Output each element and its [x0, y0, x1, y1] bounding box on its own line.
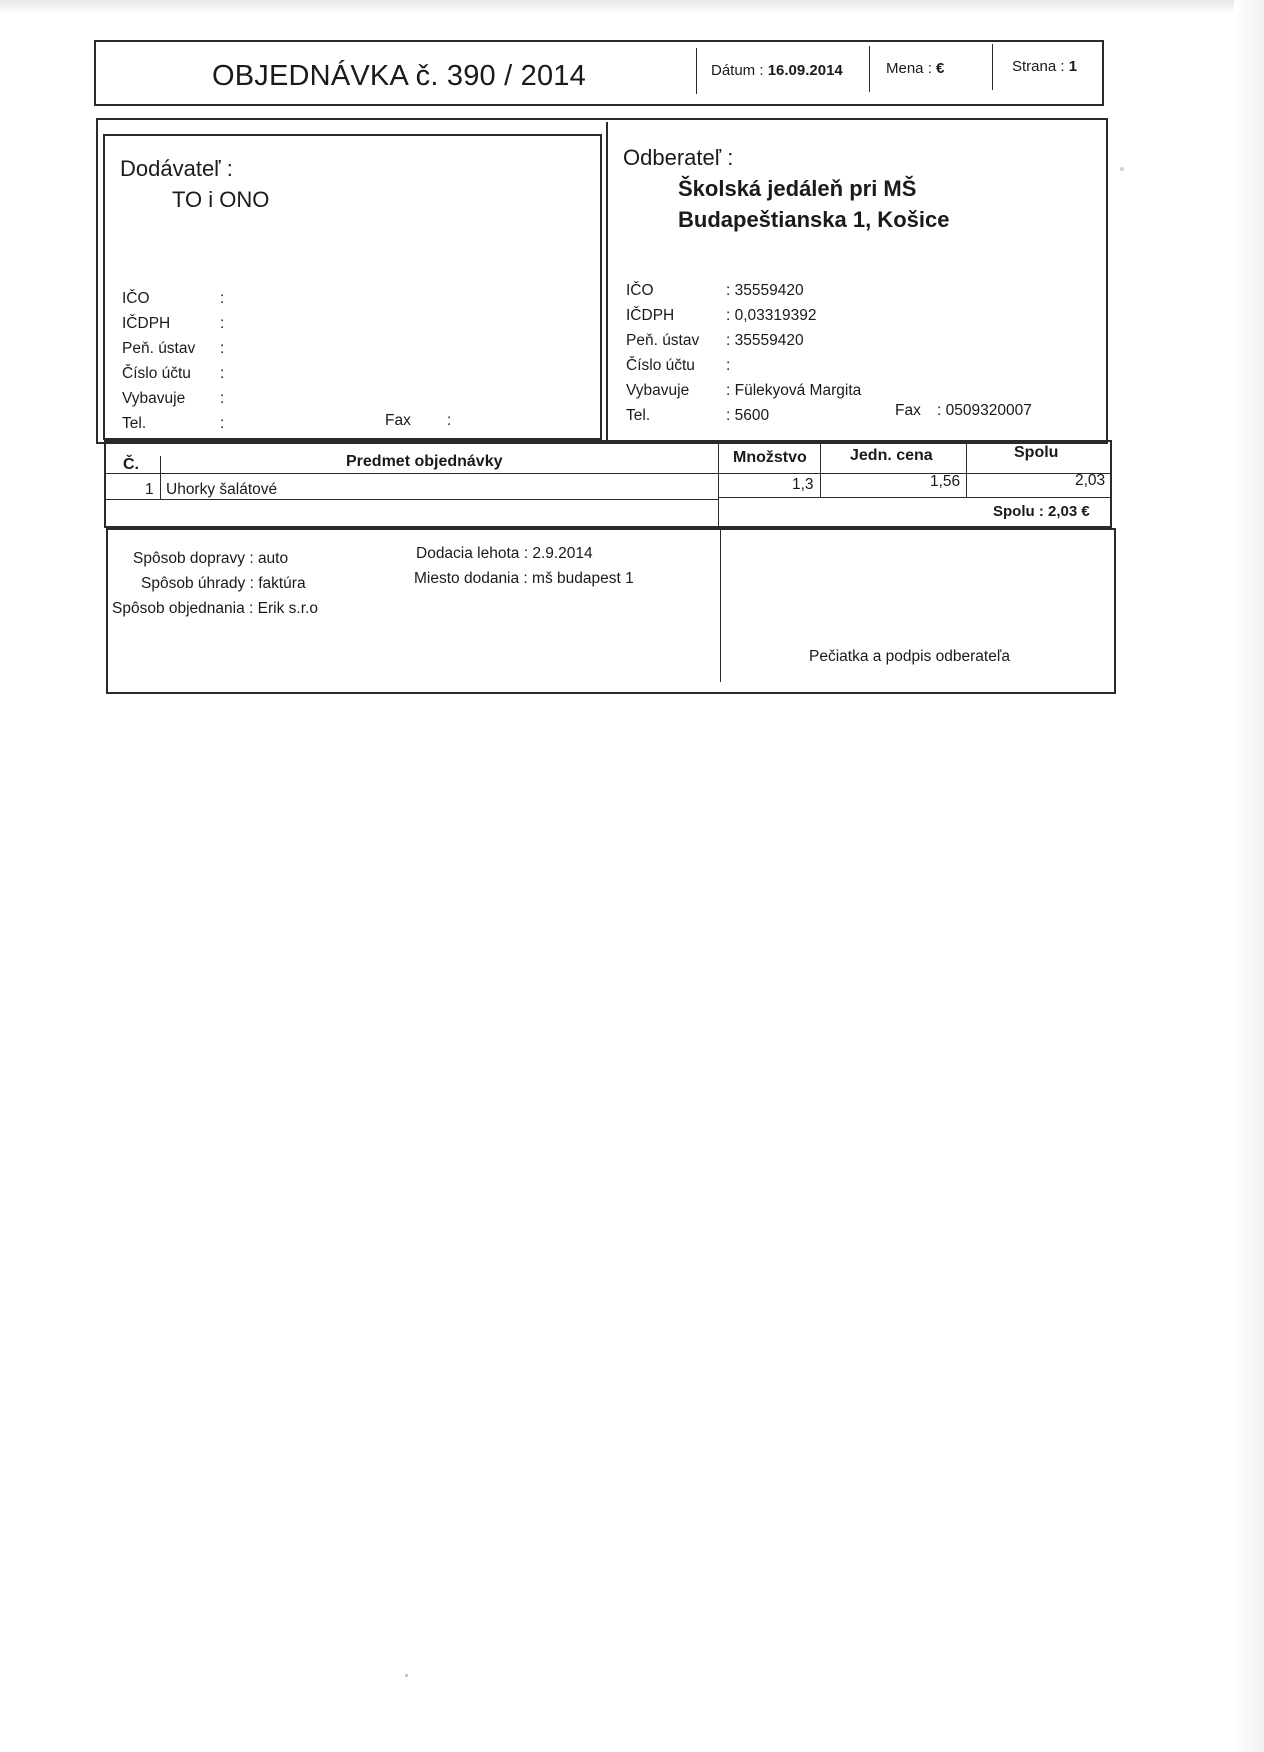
customer-name-line1: Školská jedáleň pri MŠ	[678, 176, 917, 201]
col-header-num: Č.	[123, 456, 139, 473]
supplier-field-bank: Peň. ústav :	[122, 340, 225, 357]
col-divider	[160, 456, 161, 499]
supplier-field-account: Číslo účtu :	[122, 365, 225, 382]
parties-divider	[606, 122, 608, 442]
order-currency	[886, 60, 944, 77]
customer-field-bank: Peň. ústav : 35559420	[626, 332, 804, 349]
col-header-unit-price: Jedn. cena	[850, 447, 933, 464]
scan-top-shadow	[0, 0, 1264, 14]
scan-speck	[1120, 167, 1124, 171]
date-value: 16.09.2014	[767, 62, 843, 79]
supplier-field-icdph: IČDPH :	[122, 315, 225, 332]
customer-field-ico: IČO : 35559420	[626, 282, 804, 299]
currency-label: Mena :	[886, 60, 932, 77]
supplier-name: TO i ONO	[172, 187, 270, 212]
header-divider	[992, 44, 993, 90]
customer-heading: Odberateľ :	[623, 145, 734, 170]
supplier-heading: Dodávateľ :	[120, 156, 233, 181]
page-value: 1	[1068, 58, 1078, 75]
scan-speck	[405, 1674, 408, 1677]
order-method: Spôsob objednania : Erik s.r.o	[112, 600, 318, 617]
header-divider	[696, 48, 697, 94]
payment-method: Spôsob úhrady : faktúra	[141, 575, 306, 592]
row-subject: Uhorky šalátové	[166, 481, 278, 498]
supplier-field-ico: IČO :	[122, 290, 225, 307]
delivery-place: Miesto dodania : mš budapest 1	[414, 570, 634, 587]
customer-field-tel: Tel. : 5600	[626, 407, 770, 424]
supplier-field-contact: Vybavuje :	[122, 390, 225, 407]
col-header-qty: Množstvo	[733, 449, 807, 466]
col-divider	[718, 442, 719, 528]
col-header-subject: Predmet objednávky	[346, 453, 503, 470]
delivery-deadline: Dodacia lehota : 2.9.2014	[416, 545, 593, 562]
grand-total: Spolu : 2,03 €	[993, 503, 1090, 520]
row-unit-price: 1,56	[930, 473, 961, 490]
table-row-rule	[106, 499, 718, 500]
header-divider	[869, 46, 870, 92]
customer-name-line2: Budapeštianska 1, Košice	[678, 207, 950, 232]
supplier-field-tel: Tel. :	[122, 415, 225, 432]
order-date	[711, 62, 843, 79]
footer-divider	[720, 530, 721, 682]
page-label: Strana :	[1012, 58, 1065, 75]
date-label: Dátum :	[711, 62, 764, 79]
transport-method: Spôsob dopravy : auto	[133, 550, 289, 567]
customer-fax: Fax : 0509320007	[895, 402, 1032, 419]
row-qty: 1,3	[792, 476, 814, 493]
customer-field-contact: Vybavuje : Fülekyová Margita	[626, 382, 862, 399]
col-divider	[966, 440, 967, 497]
customer-field-icdph: IČDPH : 0,03319392	[626, 307, 817, 324]
stamp-signature-label: Pečiatka a podpis odberateľa	[809, 648, 1010, 665]
supplier-fields	[122, 286, 224, 436]
col-header-total: Spolu	[1014, 444, 1059, 461]
row-num: 1	[145, 481, 154, 498]
scan-right-shadow	[1234, 0, 1264, 1752]
row-total: 2,03	[1075, 472, 1106, 489]
customer-field-account: Číslo účtu :	[626, 357, 731, 374]
order-title: OBJEDNÁVKA č. 390 / 2014	[212, 60, 586, 92]
col-divider	[820, 442, 821, 497]
table-row-rule	[718, 497, 1110, 498]
supplier-fax: Fax :	[385, 412, 452, 429]
order-page	[1012, 58, 1077, 75]
customer-fields	[626, 278, 861, 428]
currency-value: €	[936, 60, 945, 77]
